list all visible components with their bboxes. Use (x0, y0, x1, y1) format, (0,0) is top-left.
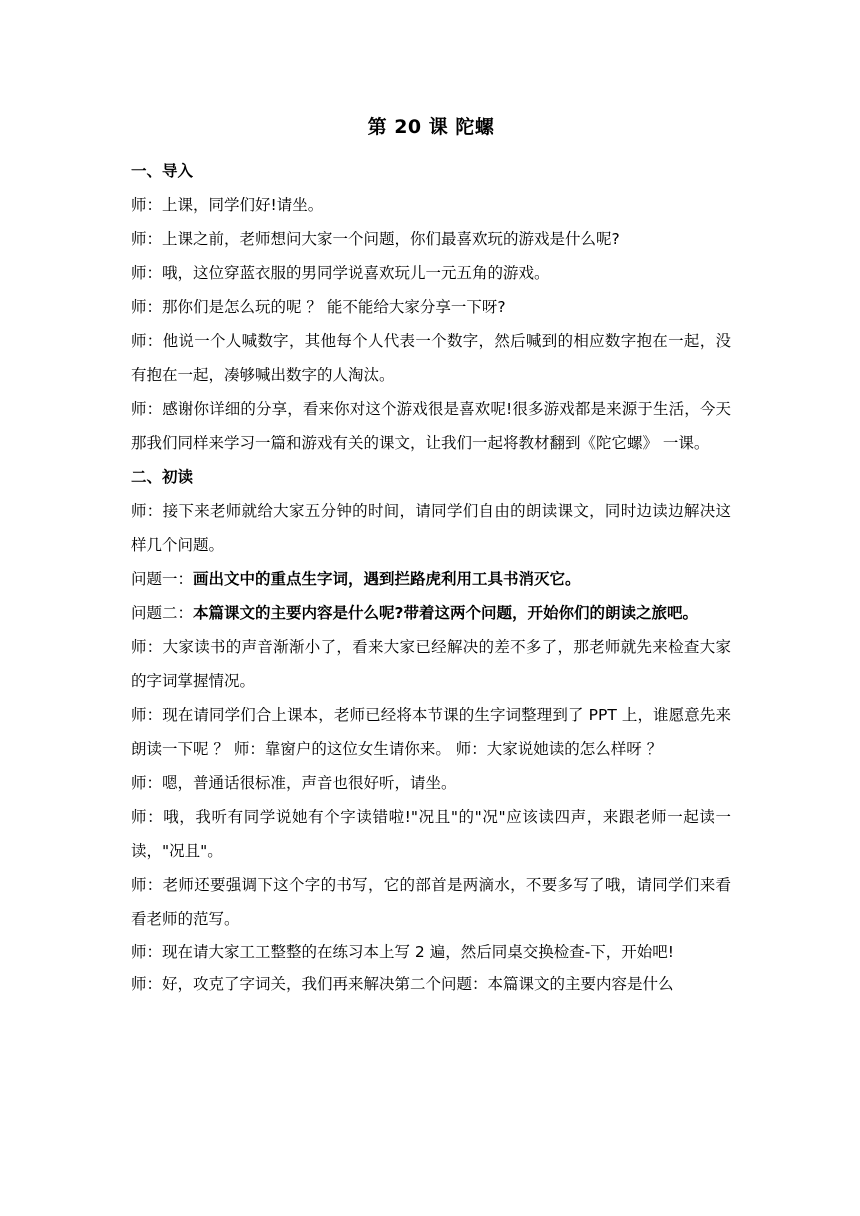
paragraph: 师：现在请同学们合上课本，老师已经将本节课的生字词整理到了 PPT 上，谁愿意先来朗读一下呢 ？ 师：靠窗户的这位女生请你来。 师：大家说她读的怎么样呀 ？ (131, 706, 731, 758)
question-label: 问题一： (131, 570, 194, 588)
paragraph: 师：嗯，普通话很标准，声音也很好听，请坐。 (131, 774, 457, 792)
section-heading-first-reading: 二、初读 (131, 468, 194, 486)
lesson-title: 第 20 课 陀螺 (367, 116, 495, 138)
question-label: 问题二： (131, 604, 194, 622)
paragraph: 师：老师还要强调下这个字的书写，它的部首是两滴水，不要多写了哦，请同学们来看看老师的范写。 (131, 876, 731, 928)
section-heading-intro: 一、导入 (131, 162, 194, 180)
paragraph: 师：感谢你详细的分享，看来你对这个游戏很是喜欢呢!很多游戏都是来源于生活，今天那我们同样来学习一篇和游戏有关的课文，让我们一起将教材翻到《陀它螺》 一课。 (131, 400, 731, 452)
paragraph: 师：哦，这位穿蓝衣服的男同学说喜欢玩儿一元五角的游戏。 (131, 264, 550, 282)
paragraph: 师：哦，我听有同学说她有个字读错啦!"况且"的"况"应该读四声，来跟老师一起读一读，"况且"。 (131, 808, 731, 860)
paragraph: 师：大家读书的声音渐渐小了，看来大家已经解决的差不多了，那老师就先来检查大家的字词掌握情况。 (131, 638, 731, 690)
paragraph: 师：那你们是怎么玩的呢 ？ 能不能给大家分享一下呀? (131, 298, 506, 316)
question-text: 画出文中的重点生字词，遇到拦路虎利用工具书消灭它。 (193, 570, 581, 588)
paragraph: 师：他说一个人喊数字，其他每个人代表一个数字，然后喊到的相应数字抱在一起，没有抱在一起，凑够喊出数字的人淘汰。 (131, 332, 731, 384)
paragraph: 师：接下来老师就给大家五分钟的时间，请同学们自由的朗读课文，同时边读边解决这样几个问题。 (131, 502, 731, 554)
document-body (131, 112, 731, 1000)
question-one (131, 562, 731, 596)
paragraph: 师：现在请大家工工整整的在练习本上写 2 遍，然后同桌交换检查-下，开始吧! (131, 943, 675, 961)
paragraph: 师：上课，同学们好!请坐。 (131, 196, 324, 214)
question-two (131, 596, 731, 630)
paragraph: 师：好，攻克了字词关，我们再来解决第二个问题：本篇课文的主要内容是什么 (131, 975, 674, 993)
question-text: 本篇课文的主要内容是什么呢?带着这两个问题，开始你们的朗读之旅吧。 (193, 604, 699, 622)
paragraph: 师：上课之前，老师想问大家一个问题，你们最喜欢玩的游戏是什么呢? (131, 230, 620, 248)
